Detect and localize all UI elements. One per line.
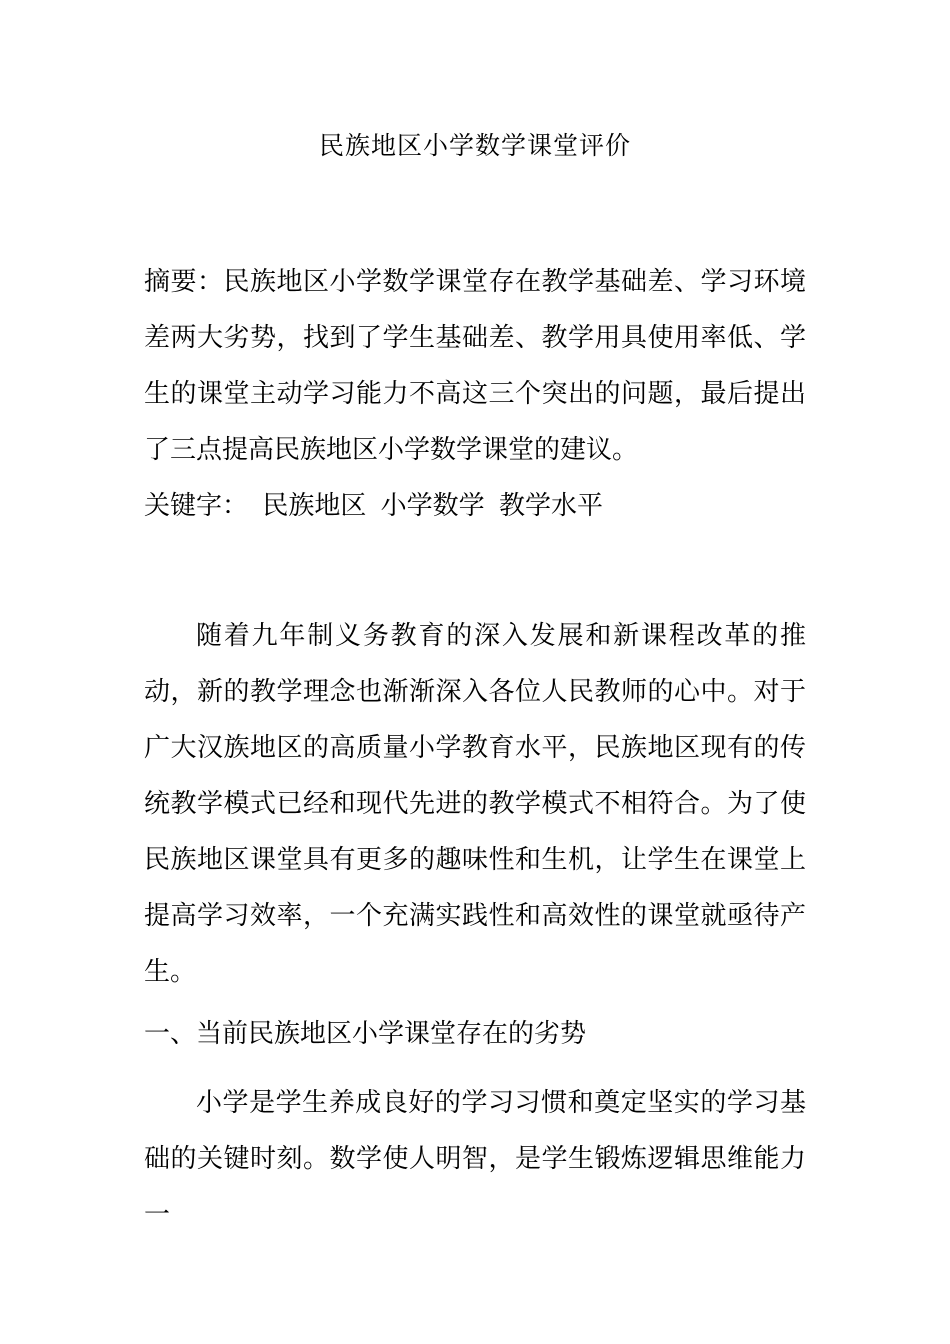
section-heading: 一、当前民族地区小学课堂存在的劣势 bbox=[144, 1019, 587, 1049]
keyword-term: 教学水平 bbox=[498, 491, 603, 521]
document-title: 民族地区小学数学课堂评价 bbox=[318, 131, 631, 160]
abstract-text: 民族地区小学数学课堂存在教学基础差、学习环境差两大劣势，找到了学生基础差、教学用具使用率低、学生的课堂主动学习能力不高这三个突出的问题，最后提出了三点提高民族地区小学数学课堂的建议。 bbox=[144, 267, 806, 465]
intro-paragraph: 随着九年制义务教育的深入发展和新课程改革的推动，新的教学理念也渐渐深入各位人民教师的心中。对于广大汉族地区的高质量小学教育水平，民族地区现有的传统教学模式已经和现代先进的教学模式不相符合。为了使民族地区课堂具有更多的趣味性和生机，让学生在课堂上提高学习效率，一个充满实践性和高效性的课堂就亟待产生。 bbox=[144, 621, 806, 987]
section-paragraph: 小学是学生养成良好的学习习惯和奠定坚实的学习基础的关键时刻。数学使人明智，是学生锻炼逻辑思维能力一 bbox=[144, 1088, 806, 1230]
abstract-label: 摘要： bbox=[144, 267, 224, 297]
keywords bbox=[144, 478, 806, 534]
abstract bbox=[144, 254, 806, 478]
keywords-label: 关键字： bbox=[144, 491, 249, 521]
keyword-term: 小学数学 bbox=[380, 491, 485, 521]
keyword-term: 民族地区 bbox=[262, 491, 367, 521]
